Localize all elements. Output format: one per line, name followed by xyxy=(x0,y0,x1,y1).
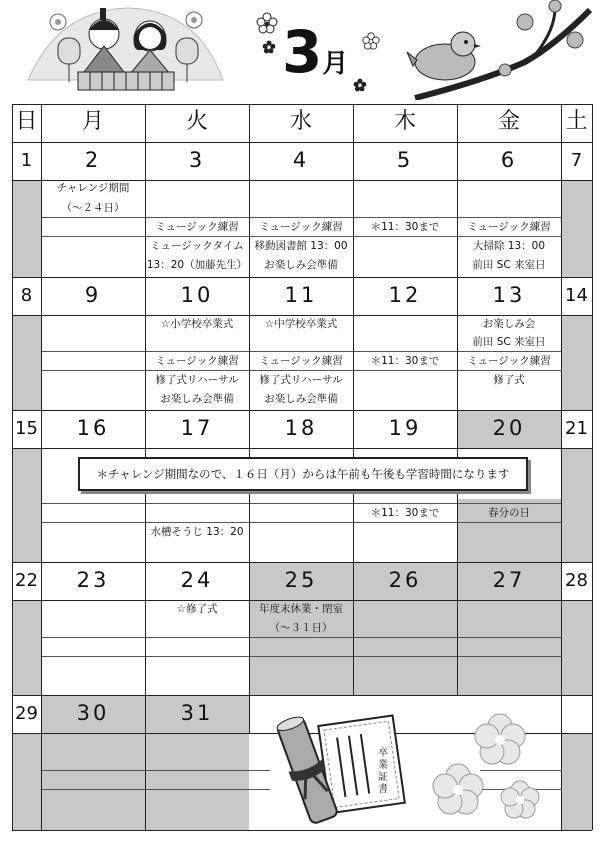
event-text: （～３１日） xyxy=(269,622,333,634)
grid-line xyxy=(41,656,561,657)
event-text: 修了式 xyxy=(493,374,525,386)
date-1: 1 xyxy=(20,150,33,171)
event-text: 移動図書館 13：00 xyxy=(254,240,348,252)
event-text: 水槽そうじ 13：20 xyxy=(150,526,244,538)
grid-line xyxy=(12,448,592,449)
date-26: 26 xyxy=(388,568,422,592)
weekday-sat: 土 xyxy=(565,109,588,134)
event-text: ミュージック練習 xyxy=(259,355,343,367)
event-text: 修了式リハーサル xyxy=(259,374,343,386)
weekend-cell xyxy=(562,600,592,695)
event-text: 前田 SC 来室日 xyxy=(472,259,546,271)
date-10: 10 xyxy=(180,283,214,307)
event-text: ミュージック練習 xyxy=(467,221,551,233)
event-text: お楽しみ会 xyxy=(482,318,536,330)
date-2: 2 xyxy=(84,148,102,172)
date-9: 9 xyxy=(84,283,102,307)
weekday-sun: 日 xyxy=(15,109,38,134)
date-31: 31 xyxy=(180,701,214,725)
flower-icon xyxy=(262,40,276,54)
date-14: 14 xyxy=(565,285,588,306)
date-7: 7 xyxy=(570,150,583,171)
event-text: ミュージック練習 xyxy=(155,221,239,233)
event-text: ☆中学校卒業式 xyxy=(264,318,338,330)
date-30: 30 xyxy=(76,701,110,725)
date-15: 15 xyxy=(15,418,38,439)
event-text: 修了式リハーサル xyxy=(155,374,239,386)
event-text: ミュージックタイム xyxy=(150,240,244,252)
grid-line xyxy=(12,315,592,316)
diploma-label: 卒業証書 xyxy=(378,748,388,795)
grid-line xyxy=(41,370,561,371)
hina-dolls-illustration xyxy=(18,0,233,100)
grid-line xyxy=(41,770,270,771)
event-text: ☆修了式 xyxy=(176,603,218,615)
challenge-notice: ＊チャレンジ期間なので、１６日（月）からは午前も午後も学習時間になります xyxy=(78,457,528,491)
grid-line xyxy=(12,562,592,563)
event-text: 大掃除 13：00 xyxy=(472,240,546,252)
date-27: 27 xyxy=(492,568,526,592)
event-text: お楽しみ会準備 xyxy=(160,393,234,405)
weekend-cell xyxy=(13,733,41,830)
grid-line xyxy=(41,789,270,790)
weekday-fri: 金 xyxy=(497,109,520,134)
event-text: ミュージック練習 xyxy=(259,221,343,233)
date-18: 18 xyxy=(284,416,318,440)
cherry-blossom-illustration xyxy=(420,708,560,830)
weekend-cell xyxy=(562,315,592,410)
grid-line xyxy=(41,236,561,237)
date-21: 21 xyxy=(565,418,588,439)
event-text: チャレンジ期間 xyxy=(56,182,130,194)
grid-line xyxy=(41,503,561,504)
grid-line xyxy=(41,522,561,523)
weekend-cell xyxy=(13,600,41,695)
weekend-cell xyxy=(562,733,592,830)
grid-line xyxy=(41,637,561,638)
date-11: 11 xyxy=(284,283,318,307)
month-number: 3 xyxy=(282,18,323,86)
date-16: 16 xyxy=(76,416,110,440)
weekday-thu: 木 xyxy=(393,109,416,134)
event-text: ＊11：30まで xyxy=(370,221,440,233)
grid-line xyxy=(12,142,592,143)
date-12: 12 xyxy=(388,283,422,307)
grid-line xyxy=(353,491,354,695)
weekday-tue: 火 xyxy=(185,109,208,134)
event-text: ☆小学校卒業式 xyxy=(160,318,234,330)
event-text: ＊11：30まで xyxy=(370,355,440,367)
event-text: 年度末休業・閉室 xyxy=(259,603,343,615)
flower-icon xyxy=(256,12,278,34)
grid-line xyxy=(12,830,592,831)
grid-line xyxy=(41,217,561,218)
date-19: 19 xyxy=(388,416,422,440)
date-22: 22 xyxy=(15,570,38,591)
date-20: 20 xyxy=(492,416,526,440)
weekday-wed: 水 xyxy=(289,109,312,134)
month-title xyxy=(282,20,362,90)
weekend-cell xyxy=(13,448,41,562)
weekend-cell xyxy=(562,180,592,277)
grid-line xyxy=(12,600,592,601)
flower-icon xyxy=(362,32,380,50)
grid-line xyxy=(12,277,592,278)
grid-line xyxy=(12,695,592,696)
weekend-cell xyxy=(562,448,592,562)
event-text: お楽しみ会準備 xyxy=(264,393,338,405)
event-text: 13：20（加藤先生） xyxy=(146,259,248,271)
bird-on-branch-illustration xyxy=(405,0,595,100)
date-24: 24 xyxy=(180,568,214,592)
weekend-cell xyxy=(13,180,41,277)
grid-line xyxy=(249,695,250,733)
date-13: 13 xyxy=(492,283,526,307)
date-8: 8 xyxy=(20,285,33,306)
event-text: ＊11：30まで xyxy=(370,507,440,519)
date-25: 25 xyxy=(284,568,318,592)
date-23: 23 xyxy=(76,568,110,592)
grid-line xyxy=(12,410,592,411)
grid-line xyxy=(457,491,458,695)
event-text: ミュージック練習 xyxy=(467,355,551,367)
date-4: 4 xyxy=(292,148,310,172)
weekday-mon: 月 xyxy=(81,109,104,134)
date-6: 6 xyxy=(500,148,518,172)
month-suffix: 月 xyxy=(322,49,349,79)
grid-line xyxy=(41,351,561,352)
grid-line xyxy=(249,491,250,695)
event-text: お楽しみ会準備 xyxy=(264,259,338,271)
date-17: 17 xyxy=(180,416,214,440)
date-3: 3 xyxy=(188,148,206,172)
event-text: 前田 SC 来室日 xyxy=(472,336,546,348)
event-text: （～２４日） xyxy=(61,202,125,214)
date-5: 5 xyxy=(396,148,414,172)
date-28: 28 xyxy=(565,570,588,591)
date-29: 29 xyxy=(15,703,38,724)
event-text: ミュージック練習 xyxy=(155,355,239,367)
grid-line xyxy=(592,104,593,830)
weekend-cell xyxy=(13,315,41,410)
grid-line xyxy=(561,104,562,830)
holiday-label: 春分の日 xyxy=(488,507,530,519)
